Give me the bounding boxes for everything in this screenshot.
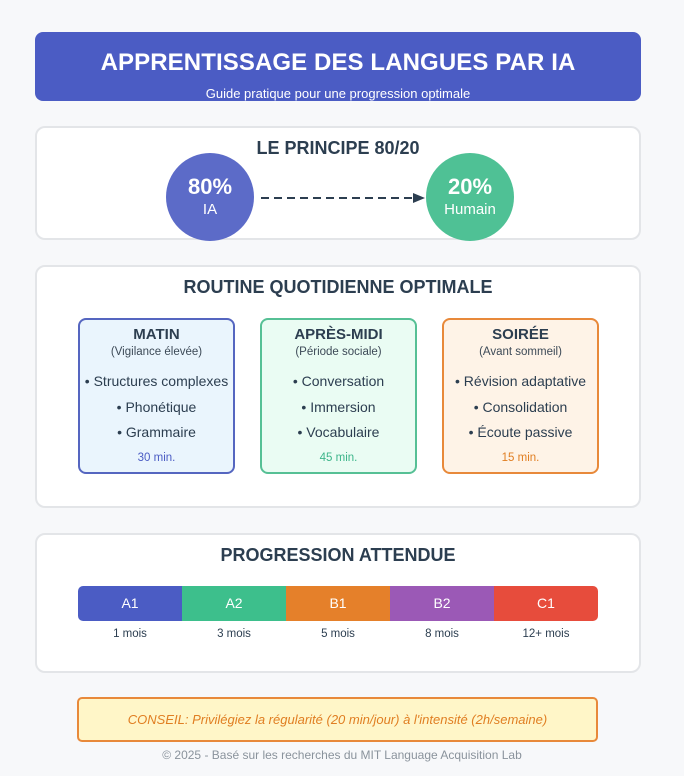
routine-title: ROUTINE QUOTIDIENNE OPTIMALE <box>183 277 493 297</box>
ai-label: IA <box>202 201 218 218</box>
level-a1: A1 <box>78 586 182 621</box>
routine-slot-afternoon <box>260 318 417 474</box>
slot-activity: • Phonétique <box>116 398 197 415</box>
level-bar <box>78 586 598 621</box>
progression-title: PROGRESSION ATTENDUE <box>220 545 456 565</box>
slot-activity: • Consolidation <box>473 398 568 415</box>
slot-activity: • Écoute passive <box>468 424 573 440</box>
human-percent: 20% <box>447 174 493 199</box>
slot-activity: • Immersion <box>301 398 376 415</box>
level-duration: 12+ mois <box>522 628 570 640</box>
level-c1: C1 <box>494 586 598 621</box>
slot-activity-list <box>444 369 597 446</box>
level-duration: 1 mois <box>113 628 147 640</box>
principle-card <box>35 126 641 240</box>
slot-activity: • Révision adaptative <box>455 373 586 389</box>
slot-duration: 15 min. <box>501 451 540 464</box>
slot-activity-list <box>80 369 233 446</box>
slot-title: MATIN <box>133 326 180 343</box>
slot-activity: • Grammaire <box>117 424 196 440</box>
level-duration: 8 mois <box>425 628 459 640</box>
routine-card <box>35 265 641 508</box>
slot-title: SOIRÉE <box>492 326 549 343</box>
slot-subtitle: (Période sociale) <box>295 346 382 358</box>
slot-title: APRÈS-MIDI <box>294 326 383 343</box>
dashed-arrow-icon <box>261 190 427 206</box>
level-b1: B1 <box>286 586 390 621</box>
page-subtitle: Guide pratique pour une progression optimale <box>205 86 471 101</box>
slot-duration: 30 min. <box>137 451 176 464</box>
slot-subtitle: (Avant sommeil) <box>479 346 562 358</box>
ai-share-circle <box>166 153 254 241</box>
slot-subtitle: (Vigilance élevée) <box>110 346 203 358</box>
principle-title: LE PRINCIPE 80/20 <box>256 138 420 158</box>
level-a2: A2 <box>182 586 286 621</box>
slot-duration: 45 min. <box>319 451 358 464</box>
slot-activity: • Vocabulaire <box>297 424 380 440</box>
progression-card <box>35 533 641 673</box>
human-label: Humain <box>444 201 496 218</box>
slot-activity-list <box>262 369 415 446</box>
slot-activity: • Conversation <box>292 373 385 389</box>
page-header <box>35 32 641 101</box>
level-duration: 5 mois <box>321 628 355 640</box>
tip-banner: CONSEIL: Privilégiez la régularité (20 min/jour) à l'intensité (2h/semaine) <box>77 697 598 742</box>
level-duration: 3 mois <box>217 628 251 640</box>
page-title: APPRENTISSAGE DES LANGUES PAR IA <box>100 49 576 76</box>
routine-slot-morning <box>78 318 235 474</box>
routine-slot-evening <box>442 318 599 474</box>
level-b2: B2 <box>390 586 494 621</box>
footer-credit: © 2025 - Basé sur les recherches du MIT Language Acquisition Lab <box>162 748 522 762</box>
human-share-circle <box>426 153 514 241</box>
slot-activity: • Structures complexes <box>84 373 229 389</box>
level-durations <box>78 628 598 640</box>
ai-percent: 80% <box>187 174 233 199</box>
